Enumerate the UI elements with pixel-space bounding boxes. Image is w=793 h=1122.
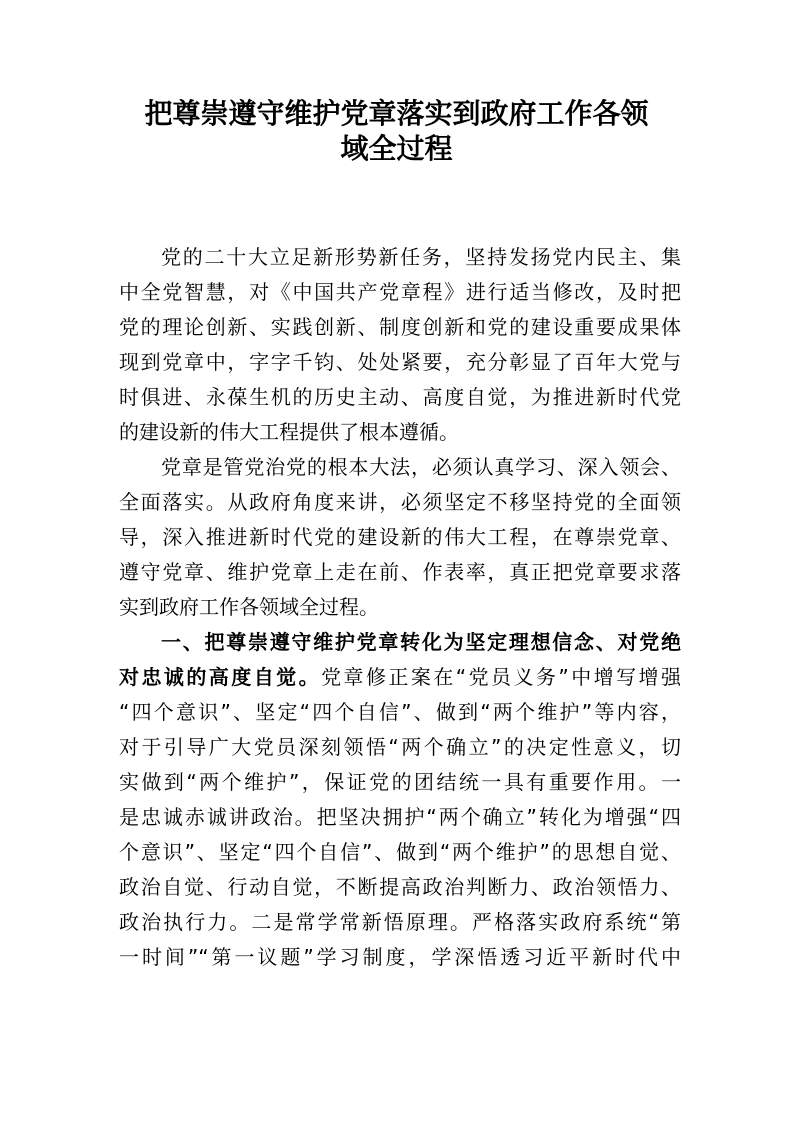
document-body [119, 240, 681, 975]
paragraph [119, 240, 681, 450]
body-text: 时俱进、永葆生机的历史主动、高度自觉，为推进新时代党 [119, 385, 681, 409]
text-line [119, 380, 681, 415]
body-text: 全面落实。从政府角度来讲，必须坚定不移坚持党的全面领 [119, 490, 681, 514]
text-line [119, 835, 681, 870]
text-line [119, 345, 681, 380]
body-text: 政治执行力。二是常学常新悟原理。严格落实政府系统“第 [119, 910, 681, 934]
body-text: 个意识”、坚定“四个自信”、做到“两个维护”的思想自觉、 [119, 840, 681, 864]
text-line [119, 730, 681, 765]
text-line [119, 310, 681, 345]
text-line [119, 625, 681, 660]
body-text: 遵守党章、维护党章上走在前、作表率，真正把党章要求落 [119, 560, 681, 584]
body-text: 一时间”“第一议题”学习制度，学深悟透习近平新时代中 [119, 945, 681, 969]
body-text: 实做到“两个维护”，保证党的团结统一具有重要作用。一 [119, 770, 681, 794]
body-text: 对于引导广大党员深刻领悟“两个确立”的决定性意义，切 [119, 735, 681, 759]
text-line [119, 240, 681, 275]
body-text: 中全党智慧，对《中国共产党章程》进行适当修改，及时把 [119, 280, 681, 304]
text-line [119, 660, 681, 695]
body-text: “四个意识”、坚定“四个自信”、做到“两个维护”等内容， [119, 700, 681, 724]
body-text: 导，深入推进新时代党的建设新的伟大工程，在尊崇党章、 [119, 525, 681, 549]
text-line [119, 695, 681, 730]
text-line [119, 415, 681, 450]
section-heading-text: 对忠诚的高度自觉。 [119, 665, 322, 689]
text-line [119, 555, 681, 590]
text-line [119, 765, 681, 800]
title-line: 把尊崇遵守维护党章落实到政府工作各领 [144, 97, 649, 130]
text-line [119, 275, 681, 310]
body-text: 党章是管党治党的根本大法，必须认真学习、深入领会、 [161, 455, 681, 479]
body-text: 是忠诚赤诚讲政治。把坚决拥护“两个确立”转化为增强“四 [119, 805, 681, 829]
body-text: 党的二十大立足新形势新任务，坚持发扬党内民主、集 [161, 245, 681, 269]
text-line [119, 800, 681, 835]
paragraph [119, 450, 681, 625]
section-heading-text: 一、把尊崇遵守维护党章转化为坚定理想信念、对党绝 [161, 630, 681, 654]
text-line [119, 870, 681, 905]
text-line [119, 520, 681, 555]
text-line [119, 590, 681, 625]
text-line [119, 940, 681, 975]
body-text: 现到党章中，字字千钧、处处紧要，充分彰显了百年大党与 [119, 350, 681, 374]
body-text: 党章修正案在“党员义务”中增写增强 [321, 665, 681, 689]
text-line [119, 905, 681, 940]
text-line [119, 485, 681, 520]
body-text: 实到政府工作各领域全过程。 [119, 595, 379, 619]
text-line [119, 450, 681, 485]
body-text: 政治自觉、行动自觉，不断提高政治判断力、政治领悟力、 [119, 875, 681, 899]
body-text: 党的理论创新、实践创新、制度创新和党的建设重要成果体 [119, 315, 681, 339]
title-line: 域全过程 [340, 132, 453, 165]
body-text: 的建设新的伟大工程提供了根本遵循。 [119, 420, 459, 444]
document-title [100, 96, 693, 166]
paragraph [119, 625, 681, 975]
